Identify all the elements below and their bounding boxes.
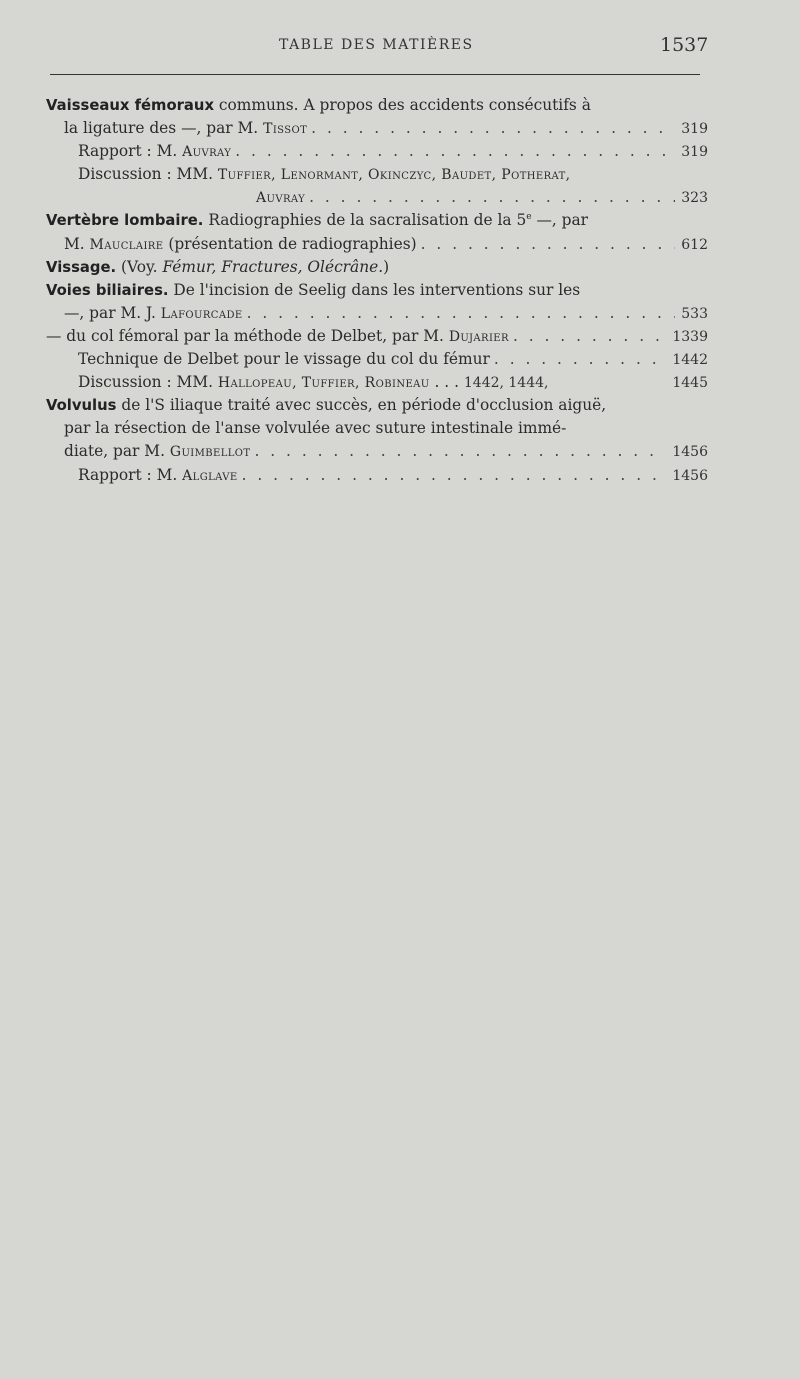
index-entry-line: [46, 209, 708, 232]
entry-text: [64, 440, 250, 464]
entry-text: [64, 233, 417, 257]
index-entry-line: [46, 279, 708, 302]
entry-text-part: — du col fémoral par la méthode de Delbet, par M.: [46, 326, 449, 345]
author-name: Guimbellot: [169, 444, 251, 461]
index-entry-line: [46, 186, 708, 209]
index-entry-line: [46, 233, 708, 256]
page-ref: 1339: [672, 328, 708, 345]
running-title: TABLE DES MATIÈRES: [279, 37, 474, 53]
dot-leader: [309, 186, 675, 209]
entry-heading: [46, 394, 606, 417]
index-entry-line: [46, 94, 708, 117]
header-rule: [50, 74, 700, 75]
author-name: Lafourcade: [160, 305, 243, 322]
dot-leader: [513, 325, 666, 348]
index-term: Vertèbre lombaire.: [46, 212, 204, 230]
page-header: [0, 34, 800, 60]
index-entry-line: [46, 417, 708, 440]
dot-leader: [421, 233, 676, 256]
dot-leader: [235, 140, 675, 163]
dot-leader: [242, 464, 667, 487]
entry-text-part: Discussion : MM.: [78, 373, 218, 392]
entry-text-end: —, par: [531, 211, 589, 230]
author-name: Auvray: [182, 144, 232, 161]
entry-text-part: (présentation de radiographies): [163, 234, 417, 253]
page-ref: 319: [681, 121, 708, 138]
index-entry-line: [46, 394, 708, 417]
superscript: e: [526, 212, 532, 223]
author-names: Tuffier, Lenormant, Okinczyc, Baudet, Potherat,: [217, 167, 571, 184]
page-ref: 323: [681, 190, 708, 207]
entry-heading: [46, 256, 389, 279]
dot-leader: [311, 117, 675, 140]
index-entry-line: [46, 371, 708, 394]
dot-leader: [494, 348, 666, 371]
entry-heading: [46, 94, 591, 117]
index-entry-line: [46, 440, 708, 463]
see-also-refs: Fémur, Fractures, Olécrâne.: [162, 257, 384, 276]
page-ref: 1445: [672, 375, 708, 392]
entry-text-part: —, par M. J.: [64, 303, 161, 322]
entry-text: communs. A propos des accidents consécutifs à: [213, 96, 591, 114]
entry-text-part: Discussion : MM.: [78, 165, 218, 184]
entry-text: (Voy.: [116, 257, 163, 276]
index-list: [46, 94, 708, 487]
dot-leader: [254, 440, 666, 463]
entry-text: [64, 302, 243, 326]
author-name: Tissot: [263, 121, 308, 138]
entry-text: De l'incision de Seelig dans les interventions sur les: [168, 280, 581, 299]
entry-text-part: M.: [64, 234, 90, 253]
author-name: Alglave: [182, 467, 238, 484]
author-name: Dujarier: [448, 328, 509, 345]
index-entry-line: [46, 325, 708, 348]
index-entry-line: [46, 140, 708, 163]
page-ref: 612: [681, 236, 708, 253]
entry-text-end: ): [383, 257, 390, 276]
entry-text-part: Rapport : M.: [78, 142, 183, 161]
entry-text-part: la ligature des —, par M.: [64, 119, 264, 138]
entry-text: Technique de Delbet pour le vissage du col du fémur: [78, 350, 490, 369]
page-ref: 533: [681, 305, 708, 322]
page-ref: 1442: [672, 352, 708, 369]
author-name: Auvray: [256, 190, 306, 207]
entry-text: par la résection de l'anse volvulée avec suture intestinale immé-: [64, 419, 567, 438]
dot-leader: [247, 302, 676, 325]
index-term: Vissage.: [46, 258, 117, 276]
author-name: Mauclaire: [89, 236, 164, 253]
entry-text: [78, 140, 231, 164]
index-term: Volvulus: [46, 397, 117, 415]
index-entry-line: [46, 163, 708, 186]
dot-leader-short: . . .: [429, 373, 464, 392]
index-entry-line: [46, 117, 708, 140]
entry-text: de l'S iliaque traité avec succès, en période d'occlusion aiguë,: [116, 396, 607, 415]
entry-text: [78, 464, 238, 488]
entry-text-part: Rapport : M.: [78, 465, 183, 484]
index-entry-line: [46, 256, 708, 279]
index-term: Vaisseaux fémoraux: [46, 97, 214, 114]
index-entry-line: [46, 302, 708, 325]
index-term: Voies biliaires.: [46, 281, 169, 299]
entry-heading: [46, 279, 580, 302]
page-refs: 1442, 1444,: [463, 375, 549, 392]
page-ref: 1456: [672, 467, 708, 484]
entry-text: [78, 371, 548, 395]
entry-heading: [46, 209, 588, 232]
page-number: 1537: [660, 34, 709, 56]
page-ref: 319: [681, 144, 708, 161]
entry-text: [64, 117, 307, 141]
entry-text: [46, 325, 509, 349]
entry-text-part: diate, par M.: [64, 442, 170, 461]
index-entry-line: [46, 348, 708, 371]
entry-text: Radiographies de la sacralisation de la 5: [203, 211, 527, 230]
entry-text: [78, 163, 571, 187]
index-entry-line: [46, 464, 708, 487]
author-names: Hallopeau, Tuffier, Robineau: [217, 375, 430, 392]
page-ref: 1456: [672, 444, 708, 461]
